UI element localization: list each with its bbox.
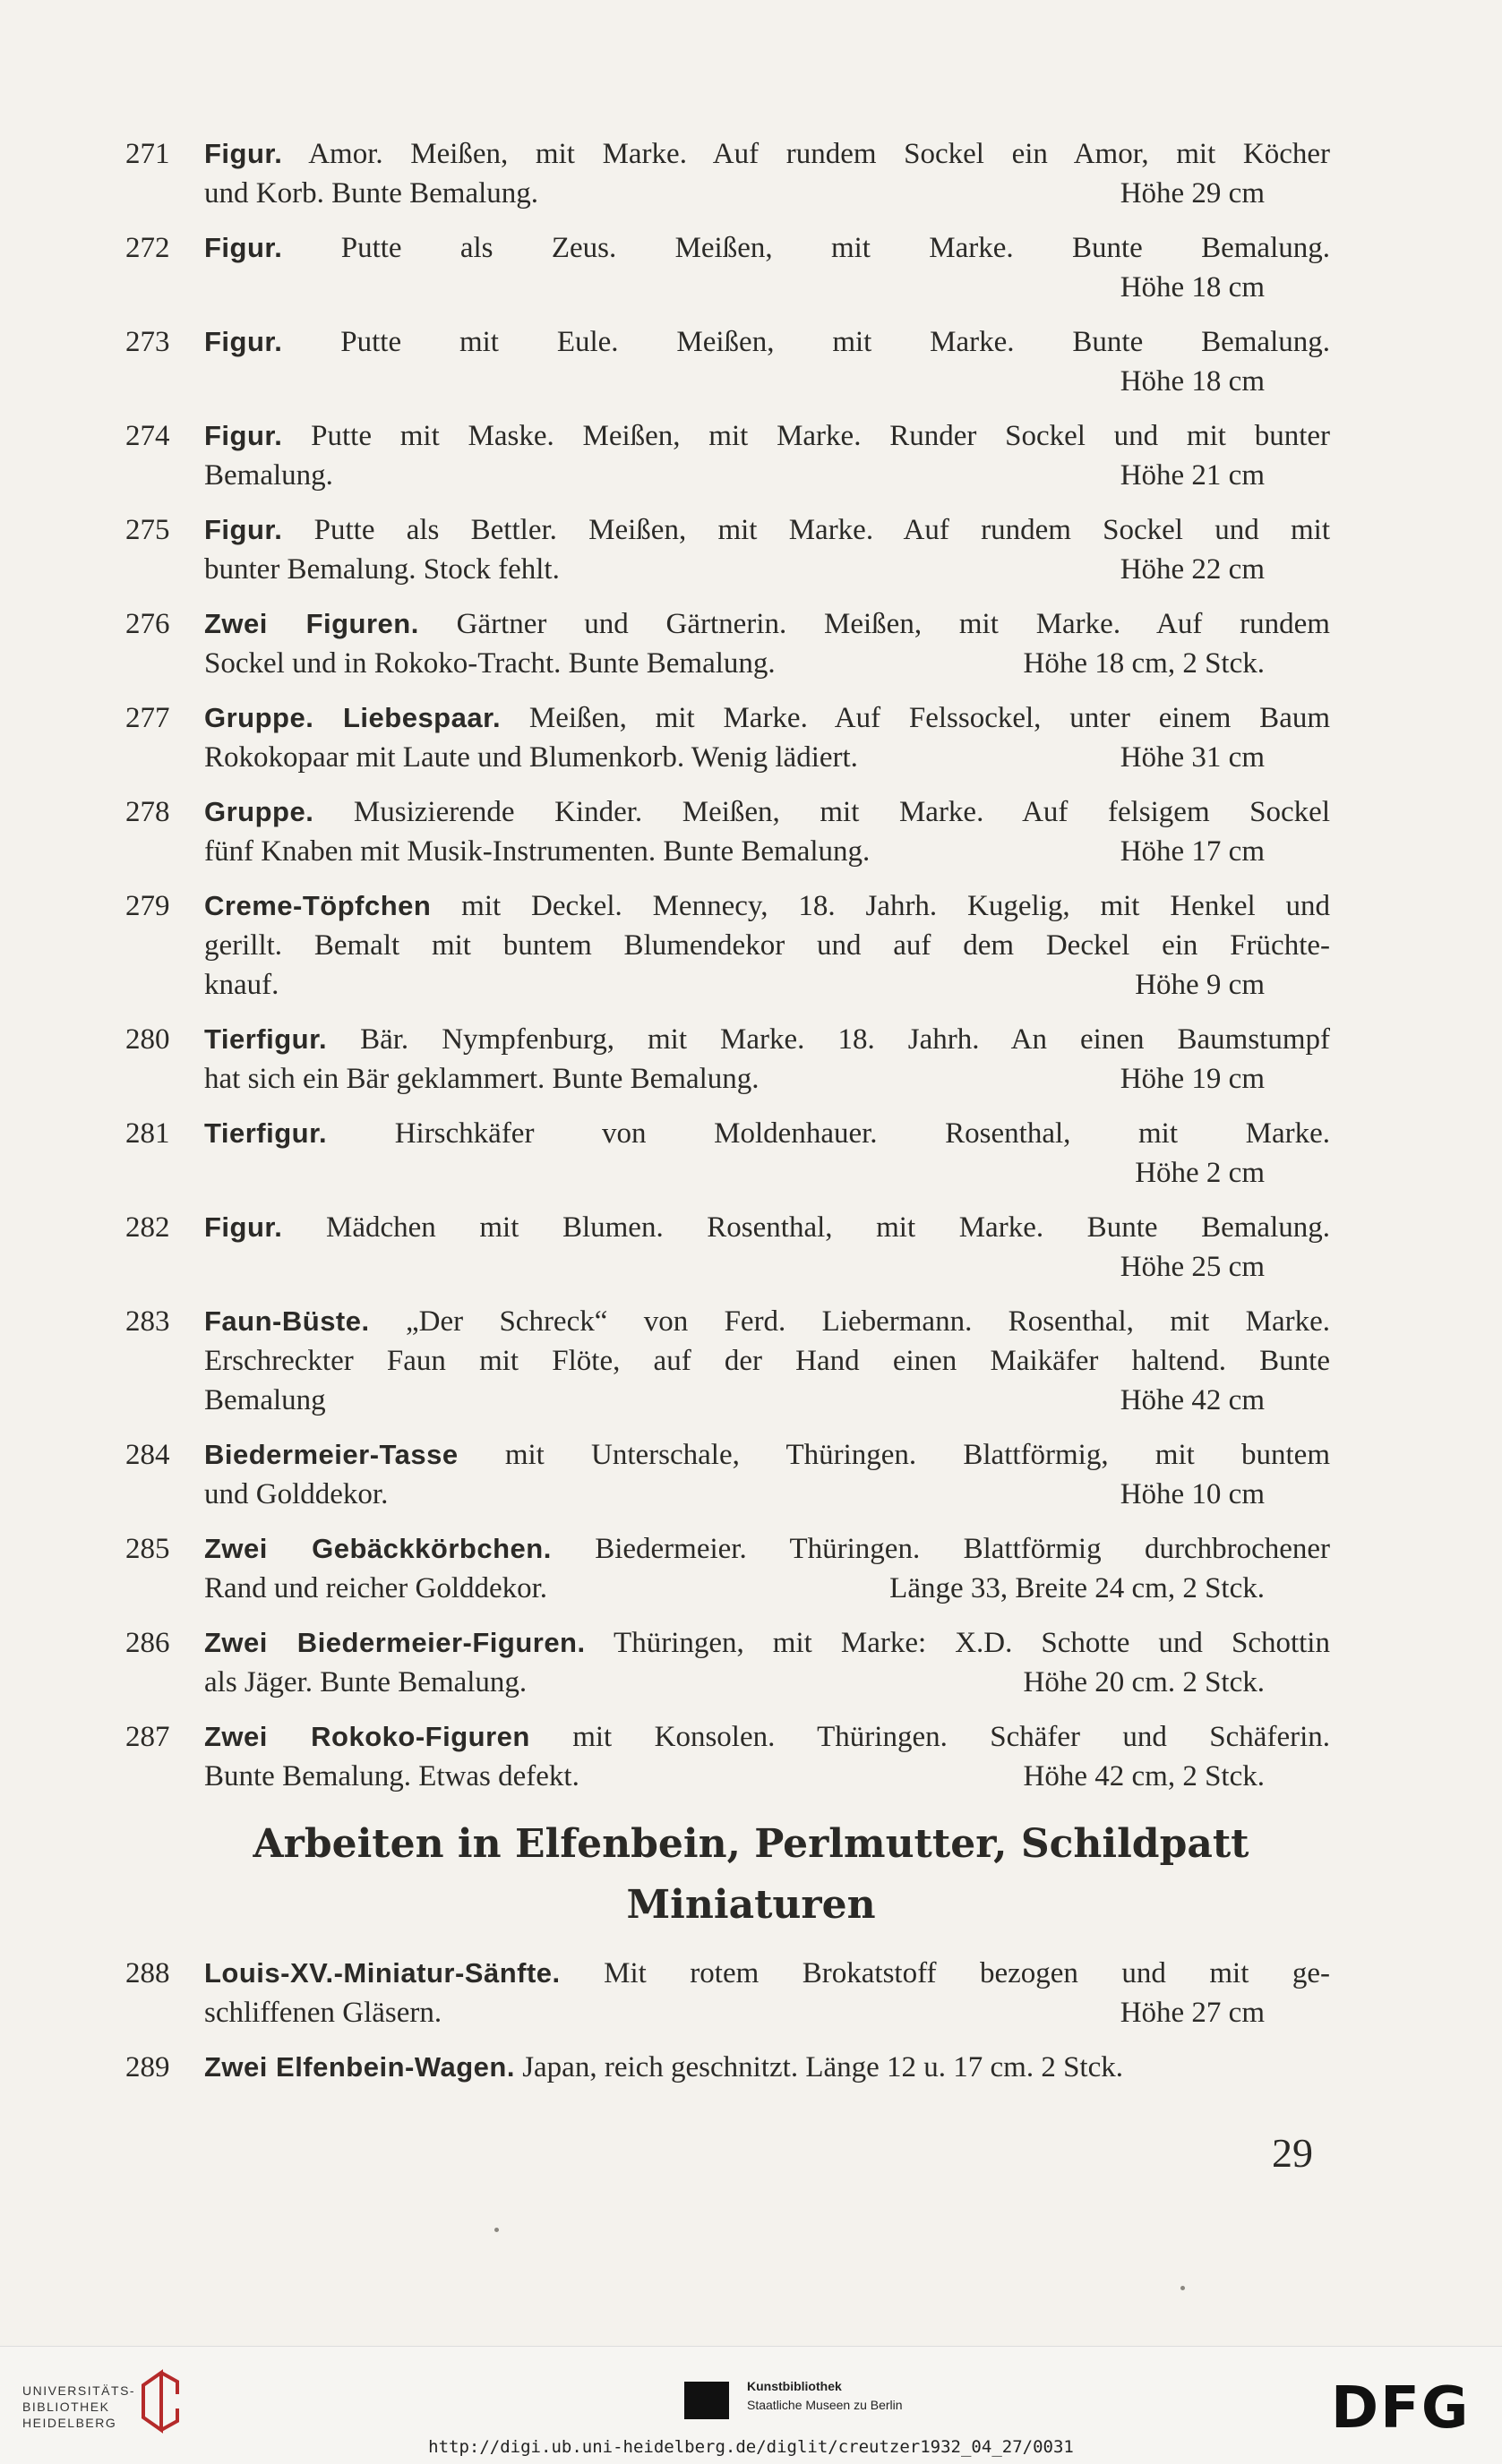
entry-text — [204, 416, 1330, 495]
ub-logo-icon[interactable] — [134, 2367, 183, 2435]
entry-number: 289 — [125, 2051, 170, 2083]
entry-lead: Zwei Biedermeier-Figuren. — [204, 1627, 586, 1658]
catalog-entry — [125, 1302, 1330, 1420]
ub-line: UNIVERSITÄTS- — [22, 2383, 136, 2398]
entry-line-text: mit Deckel. Mennecy, 18. Jahrh. Kugelig, mit Henkel und — [431, 890, 1330, 922]
entry-line-text: Thüringen, mit Marke: X.D. Schotte und Schottin — [585, 1627, 1330, 1659]
entry-lead: Zwei Figuren. — [204, 608, 419, 639]
entry-number: 282 — [125, 1211, 170, 1244]
entry-line-text: Hirschkäfer von Moldenhauer. Rosenthal, mit Marke. — [327, 1117, 1330, 1150]
entry-line-text: Putte mit Eule. Meißen, mit Marke. Bunte Bemalung. — [282, 326, 1330, 358]
entry-text — [204, 792, 1330, 871]
catalog-entry — [125, 1114, 1330, 1193]
entry-lead: Zwei Elfenbein-Wagen. — [204, 2051, 515, 2083]
entry-text — [204, 134, 1330, 213]
entry-text — [204, 1717, 1330, 1796]
ub-line: HEIDELBERG — [22, 2416, 117, 2430]
entry-description-end: schliffenen Gläsern. — [204, 1997, 442, 2029]
entry-line — [204, 1954, 1330, 1993]
entry-description-end: bunter Bemalung. Stock fehlt. — [204, 553, 560, 586]
entry-line — [204, 510, 1330, 550]
entry-description-end: fünf Knaben mit Musik-Instrumenten. Bunte Bemalung. — [204, 835, 871, 868]
entry-last-line — [204, 268, 1330, 307]
entry-line — [204, 416, 1330, 456]
catalog-entry — [125, 1435, 1330, 1514]
catalog-entry — [125, 1717, 1330, 1796]
entry-number: 283 — [125, 1305, 170, 1338]
entry-lead: Louis-XV.-Miniatur-Sänfte. — [204, 1957, 561, 1989]
entry-text — [204, 1208, 1330, 1287]
entry-line — [204, 1529, 1330, 1569]
entry-line-text: „Der Schreck“ von Ferd. Liebermann. Rosenthal, mit Marke. — [369, 1305, 1330, 1338]
entry-last-line — [204, 456, 1330, 495]
catalog-entry — [125, 1208, 1330, 1287]
entry-description-end: Bemalung — [204, 1384, 326, 1416]
entry-dimensions: Höhe 29 cm — [1120, 177, 1265, 210]
entry-dimensions: Länge 33, Breite 24 cm, 2 Stck. — [889, 1572, 1265, 1604]
entry-lead: Faun-Büste. — [204, 1305, 370, 1337]
entry-line-text: Biedermeier. Thüringen. Blattförmig durchbrochener — [551, 1533, 1330, 1565]
entry-line-text: Bär. Nympfenburg, mit Marke. 18. Jahrh. An einen Baumstumpf — [327, 1023, 1330, 1056]
entry-line-text: Amor. Meißen, mit Marke. Auf rundem Sockel ein Amor, mit Köcher — [282, 138, 1330, 170]
entry-number: 284 — [125, 1439, 170, 1471]
entry-last-line — [204, 738, 1330, 777]
dfg-logo[interactable]: DFG — [1331, 2375, 1471, 2442]
entry-line — [204, 1341, 1330, 1381]
entry-last-line — [204, 362, 1330, 401]
entry-line — [204, 1623, 1330, 1663]
entry-last-line — [204, 1663, 1330, 1702]
entry-text — [204, 604, 1330, 683]
entry-number: 277 — [125, 702, 170, 734]
entry-line-text: Putte als Zeus. Meißen, mit Marke. Bunte Bemalung. — [282, 232, 1330, 264]
entry-last-line — [204, 644, 1330, 683]
catalog-entry — [125, 792, 1330, 871]
entry-number: 273 — [125, 326, 170, 358]
entry-lead: Figur. — [204, 420, 283, 451]
entry-lead: Gruppe. Liebespaar. — [204, 702, 502, 733]
entry-last-line — [204, 174, 1330, 213]
catalog-entry — [125, 416, 1330, 495]
entry-dimensions: Höhe 18 cm — [1120, 365, 1265, 398]
entry-description-end: Rand und reicher Golddekor. — [204, 1572, 548, 1604]
entry-text — [204, 510, 1330, 589]
kb-title: Kunstbibliothek — [747, 2379, 842, 2393]
entry-lead: Zwei Rokoko-Figuren — [204, 1721, 530, 1752]
catalog-entry — [125, 134, 1330, 213]
catalog-entry — [125, 2048, 1330, 2087]
speck — [1180, 2286, 1185, 2290]
entry-lead: Tierfigur. — [204, 1117, 328, 1149]
entry-line-text: mit Konsolen. Thüringen. Schäfer und Schäferin. — [529, 1721, 1330, 1753]
catalog-entry — [125, 604, 1330, 683]
catalog-entry — [125, 510, 1330, 589]
catalog-entry — [125, 1623, 1330, 1702]
entry-line — [204, 1717, 1330, 1757]
entry-dimensions: Höhe 21 cm — [1120, 459, 1265, 492]
entry-number: 281 — [125, 1117, 170, 1150]
entry-line — [204, 2048, 1330, 2087]
entry-description-end: Rokokopaar mit Laute und Blumenkorb. Wenig lädiert. — [204, 741, 858, 774]
entry-lead: Figur. — [204, 1211, 283, 1243]
entry-lead: Figur. — [204, 326, 283, 357]
entry-last-line — [204, 1475, 1330, 1514]
entry-dimensions: Höhe 42 cm, 2 Stck. — [1023, 1760, 1265, 1792]
entry-lead: Biedermeier-Tasse — [204, 1439, 459, 1470]
entry-number: 279 — [125, 890, 170, 922]
entry-dimensions: Höhe 19 cm — [1120, 1063, 1265, 1095]
entry-text — [204, 1954, 1330, 2032]
entry-number: 288 — [125, 1957, 170, 1989]
entry-line-text: Japan, reich geschnitzt. Länge 12 u. 17 cm. 2 Stck. — [514, 2051, 1123, 2083]
entry-line-text: Musizierende Kinder. Meißen, mit Marke. Auf felsigem Sockel — [313, 796, 1330, 828]
entry-description-end: Bunte Bemalung. Etwas defekt. — [204, 1760, 579, 1792]
entry-last-line — [204, 1993, 1330, 2032]
entry-dimensions: Höhe 22 cm — [1120, 553, 1265, 586]
entry-dimensions: Höhe 42 cm — [1120, 1384, 1265, 1416]
section-title-line2: Miniaturen — [626, 1882, 876, 1928]
entry-line — [204, 698, 1330, 738]
entry-number: 286 — [125, 1627, 170, 1659]
entry-line — [204, 886, 1330, 926]
entry-line — [204, 926, 1330, 965]
catalog-entry — [125, 698, 1330, 777]
entry-text — [204, 1529, 1330, 1608]
entry-description-end: und Korb. Bunte Bemalung. — [204, 177, 539, 210]
entry-line — [204, 1302, 1330, 1341]
entry-text — [204, 1435, 1330, 1514]
kunstbibliothek-logo-icon[interactable] — [684, 2382, 729, 2419]
entry-line-text: Meißen, mit Marke. Auf Felssockel, unter einem Baum — [501, 702, 1331, 734]
entry-description-end: Bemalung. — [204, 459, 333, 492]
entry-dimensions: Höhe 18 cm — [1120, 271, 1265, 304]
entry-last-line — [204, 550, 1330, 589]
entry-text — [204, 886, 1330, 1005]
entry-description-end: als Jäger. Bunte Bemalung. — [204, 1666, 528, 1698]
catalog-entry — [125, 322, 1330, 401]
entry-last-line — [204, 1381, 1330, 1420]
catalog-entry — [125, 228, 1330, 307]
entry-text — [204, 2048, 1330, 2087]
entry-line-text: gerillt. Bemalt mit buntem Blumendekor und auf dem Deckel ein Früchte- — [204, 929, 1330, 962]
catalog-entry — [125, 1529, 1330, 1608]
entry-last-line — [204, 965, 1330, 1005]
entry-dimensions: Höhe 27 cm — [1120, 1997, 1265, 2029]
entry-last-line — [204, 1059, 1330, 1099]
entry-text — [204, 1020, 1330, 1099]
entry-lead: Creme-Töpfchen — [204, 890, 432, 921]
entry-lead: Tierfigur. — [204, 1023, 328, 1055]
entries-list — [125, 134, 1330, 1811]
permalink-url[interactable]: http://digi.ub.uni-heidelberg.de/diglit/creutzer1932_04_27/0031 — [428, 2437, 1074, 2457]
entry-number: 285 — [125, 1533, 170, 1565]
entry-line — [204, 1208, 1330, 1247]
entry-text — [204, 228, 1330, 307]
entry-number: 275 — [125, 514, 170, 546]
entry-number: 271 — [125, 138, 170, 170]
entry-description-end: Sockel und in Rokoko-Tracht. Bunte Bemalung. — [204, 647, 776, 680]
entry-text — [204, 1623, 1330, 1702]
entry-lead: Zwei Gebäckkörbchen. — [204, 1533, 552, 1564]
kunstbibliothek-label[interactable] — [747, 2377, 903, 2415]
entry-line-text: Mädchen mit Blumen. Rosenthal, mit Marke. Bunte Bemalung. — [282, 1211, 1330, 1244]
entry-description-end: knauf. — [204, 969, 279, 1001]
entries-list-2 — [125, 1954, 1330, 2102]
speck — [494, 2228, 499, 2232]
entry-dimensions: Höhe 10 cm — [1120, 1478, 1265, 1510]
entry-line — [204, 1020, 1330, 1059]
catalog-entry — [125, 1020, 1330, 1099]
entry-line-text: Putte als Bettler. Meißen, mit Marke. Auf rundem Sockel und mit — [282, 514, 1330, 546]
entry-dimensions: Höhe 20 cm. 2 Stck. — [1023, 1666, 1265, 1698]
entry-text — [204, 1302, 1330, 1420]
catalog-entry — [125, 1954, 1330, 2032]
ub-heidelberg-label[interactable] — [22, 2383, 135, 2431]
entry-dimensions: Höhe 9 cm — [1135, 969, 1265, 1001]
entry-line — [204, 322, 1330, 362]
entry-line — [204, 134, 1330, 174]
entry-line-text: Mit rotem Brokatstoff bezogen und mit ge- — [560, 1957, 1330, 1989]
entry-number: 280 — [125, 1023, 170, 1056]
entry-number: 287 — [125, 1721, 170, 1753]
entry-dimensions: Höhe 25 cm — [1120, 1251, 1265, 1283]
entry-last-line — [204, 1757, 1330, 1796]
entry-description-end: und Golddekor. — [204, 1478, 389, 1510]
entry-dimensions: Höhe 2 cm — [1135, 1157, 1265, 1189]
entry-last-line — [204, 832, 1330, 871]
entry-line — [204, 228, 1330, 268]
entry-line — [204, 1114, 1330, 1153]
entry-number: 278 — [125, 796, 170, 828]
entry-last-line — [204, 1153, 1330, 1193]
entry-dimensions: Höhe 17 cm — [1120, 835, 1265, 868]
entry-line-text: Gärtner und Gärtnerin. Meißen, mit Marke. Auf rundem — [418, 608, 1330, 640]
entry-text — [204, 1114, 1330, 1193]
entry-number: 272 — [125, 232, 170, 264]
entry-lead: Figur. — [204, 514, 283, 545]
entry-description-end: hat sich ein Bär geklammert. Bunte Bemalung. — [204, 1063, 760, 1095]
entry-dimensions: Höhe 31 cm — [1120, 741, 1265, 774]
entry-text — [204, 322, 1330, 401]
entry-last-line — [204, 1247, 1330, 1287]
entry-line-text: Putte mit Maske. Meißen, mit Marke. Runder Sockel und mit bunter — [282, 420, 1330, 452]
entry-line — [204, 792, 1330, 832]
entry-last-line — [204, 1569, 1330, 1608]
entry-number: 274 — [125, 420, 170, 452]
entry-line — [204, 1435, 1330, 1475]
ub-line: BIBLIOTHEK — [22, 2400, 110, 2414]
catalog-entry — [125, 886, 1330, 1005]
entry-line-text: mit Unterschale, Thüringen. Blattförmig, mit buntem — [458, 1439, 1330, 1471]
entry-lead: Figur. — [204, 138, 283, 169]
kb-subtitle: Staatliche Museen zu Berlin — [747, 2398, 903, 2412]
entry-text — [204, 698, 1330, 777]
entry-lead: Figur. — [204, 232, 283, 263]
entry-line — [204, 604, 1330, 644]
entry-number: 276 — [125, 608, 170, 640]
page-number: 29 — [1272, 2130, 1313, 2176]
entry-dimensions: Höhe 18 cm, 2 Stck. — [1023, 647, 1265, 680]
section-title-line1: Arbeiten in Elfenbein, Perlmutter, Schildpatt — [253, 1821, 1249, 1867]
entry-lead: Gruppe. — [204, 796, 314, 827]
entry-line-text: Erschreckter Faun mit Flöte, auf der Hand einen Maikäfer haltend. Bunte — [204, 1345, 1330, 1377]
